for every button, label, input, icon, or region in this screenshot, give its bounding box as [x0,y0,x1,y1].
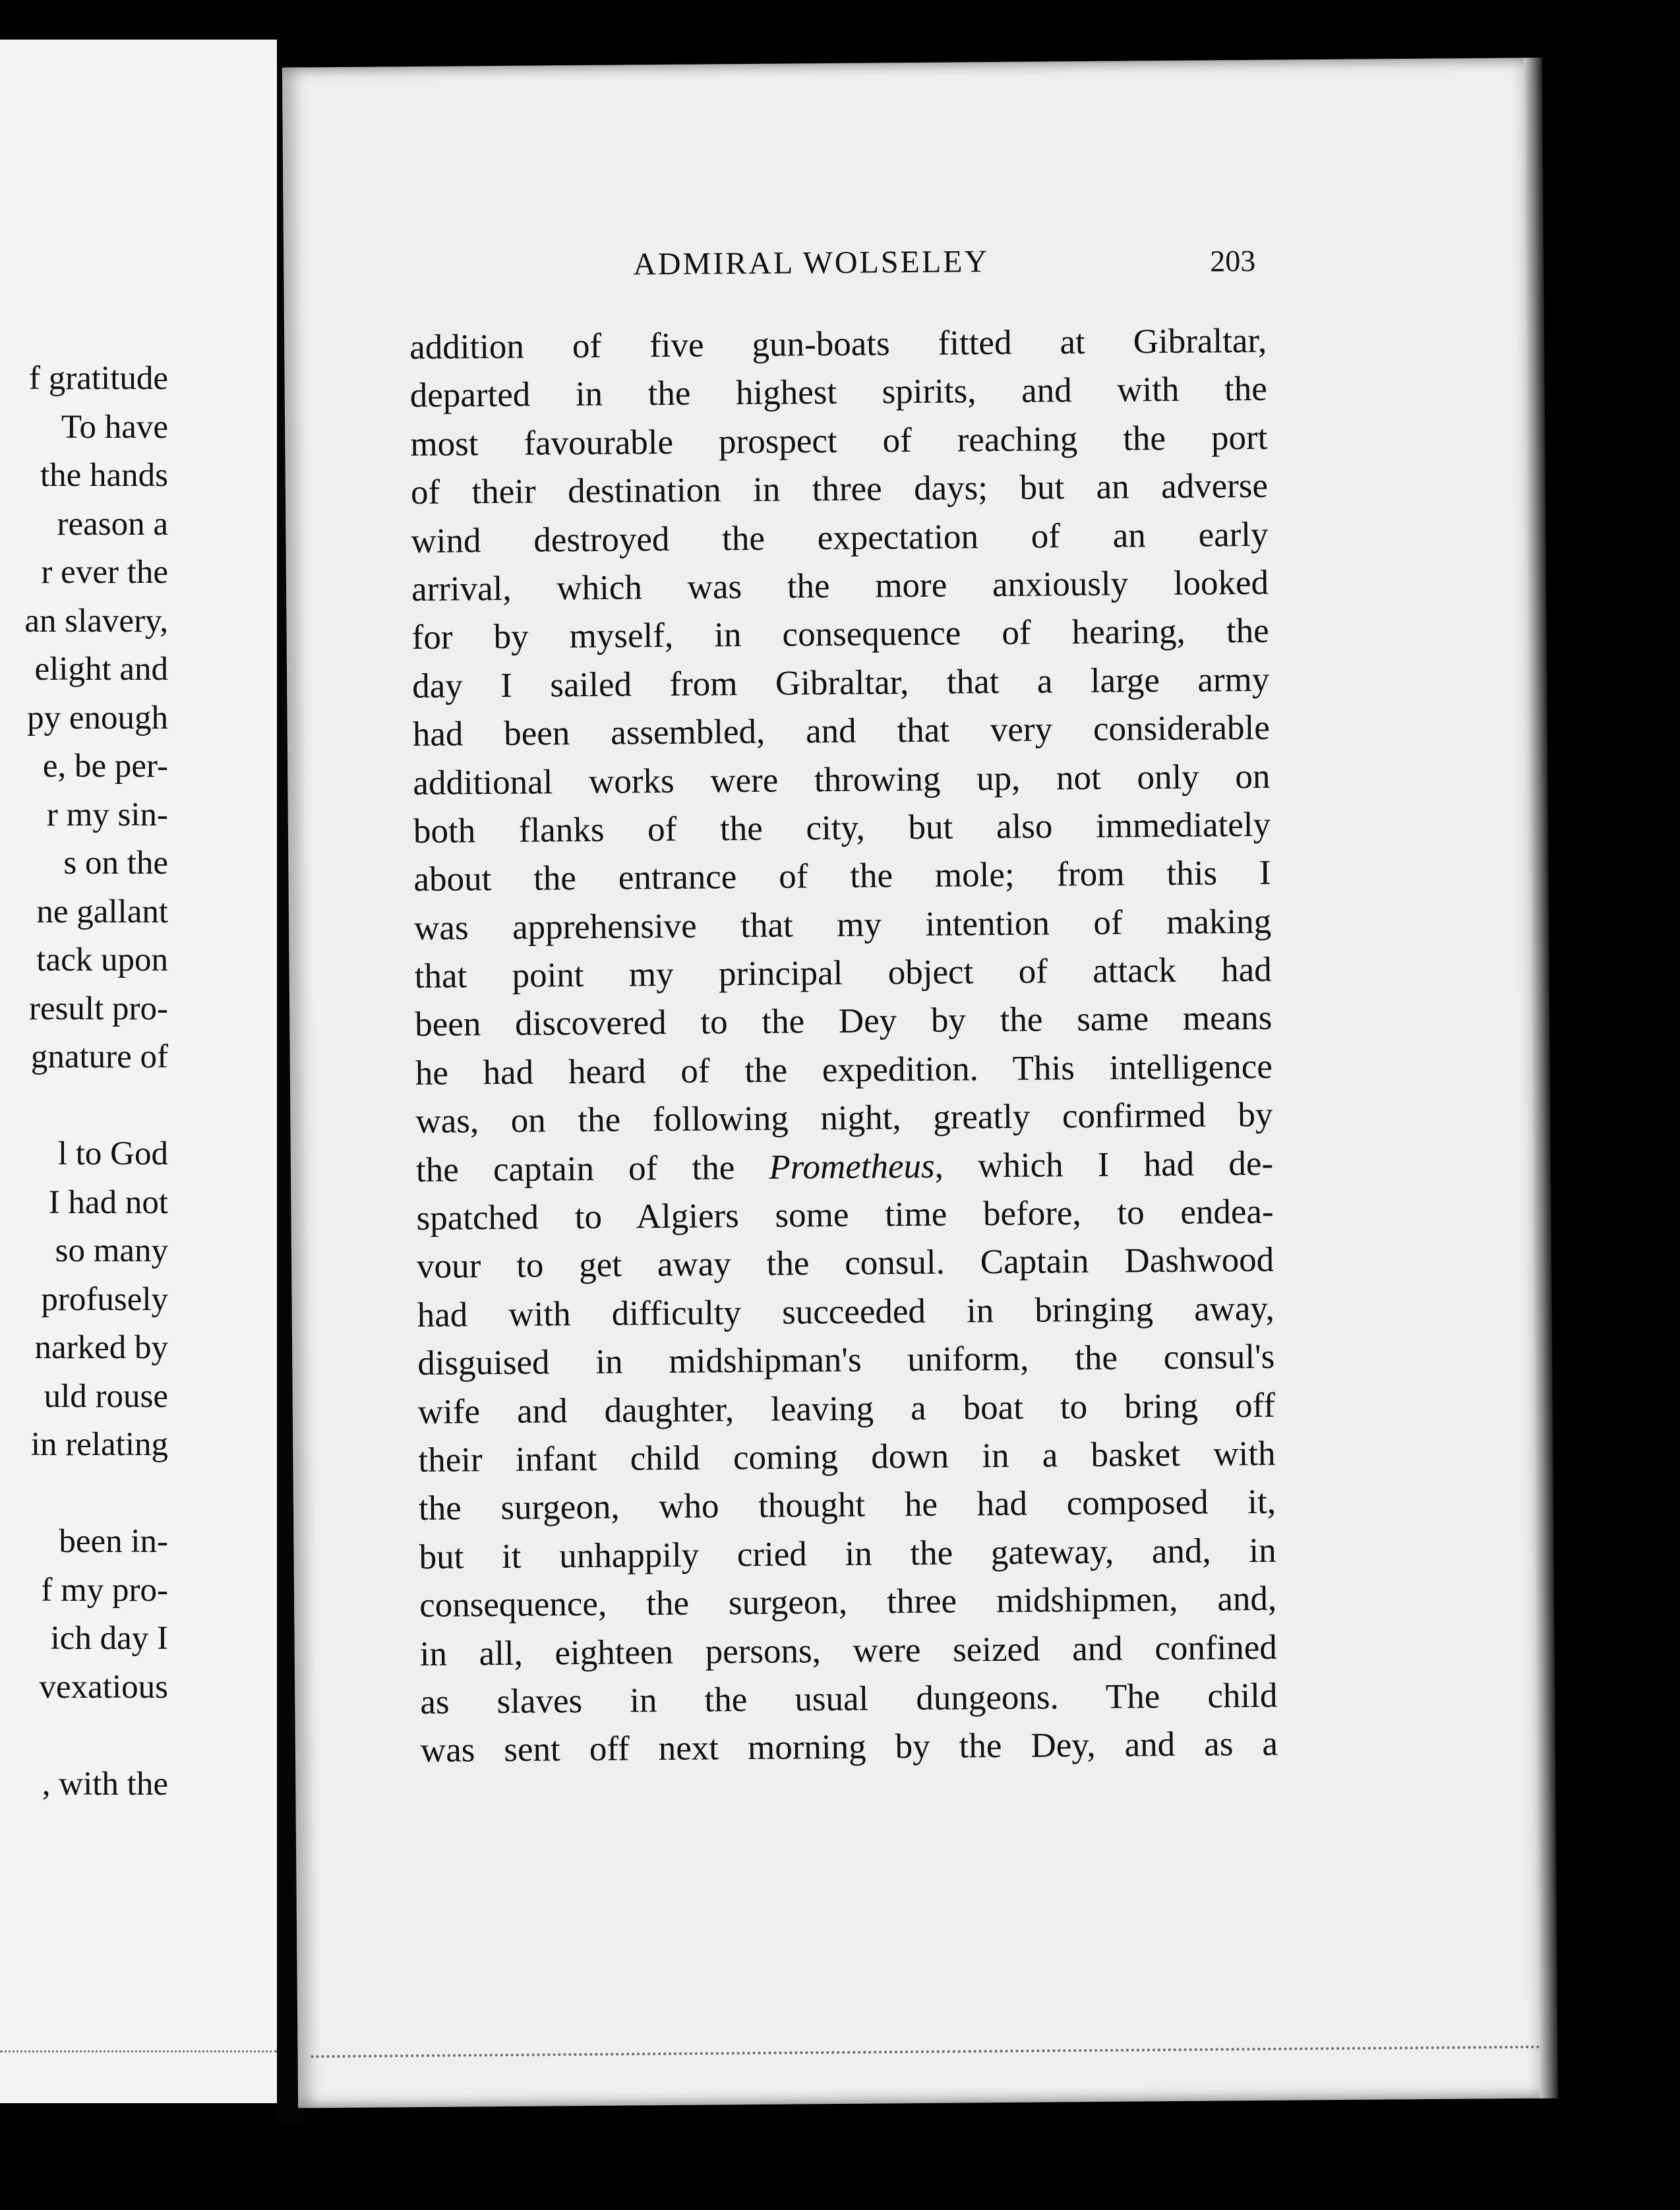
left-line: ich day I [50,1620,168,1657]
left-line: ne gallant [36,893,168,930]
text-line: that point my principal object of attack had [414,950,1272,996]
text-line: arrival, which was the more anxiously looked [411,563,1269,609]
left-line: f gratitude [29,360,168,397]
text-line: but it unhappily cried in the gateway, and, in [419,1531,1276,1576]
left-line: r my sin- [46,796,168,833]
left-line: To have [61,408,168,446]
left-line: I had not [48,1183,168,1221]
text-line: had with difficulty succeeded in bringing away, [417,1289,1275,1334]
left-line: the hands [40,457,168,494]
left-line: been in- [59,1523,168,1560]
ship-name: Prometheus [769,1147,935,1187]
text-line: consequence, the surgeon, three midshipmen, and, [419,1579,1277,1625]
text-line: been discovered to the Dey by the same means [415,999,1273,1044]
left-line: l to God [57,1135,168,1172]
page-edge [1524,58,1558,2099]
text-line: vour to get away the consul. Captain Dashwood [416,1241,1275,1286]
text-line: as slaves in the usual dungeons. The child [420,1676,1278,1721]
page-edge [0,2050,277,2060]
left-line: reason a [57,505,168,543]
text-line: day I sailed from Gibraltar, that a large army [412,660,1270,705]
left-line: uld rouse [44,1377,168,1415]
text-span: , which I had de- [934,1144,1274,1185]
left-line: r ever the [41,554,168,591]
text-line: their infant child coming down in a basket with [418,1434,1276,1479]
text-line: departed in the highest spirits, and with the [409,370,1267,415]
left-line: narked by [34,1329,168,1366]
left-line: elight and [34,651,168,688]
page-number: 203 [1210,243,1256,278]
left-page-text [0,355,168,1808]
left-line: in relating [30,1426,168,1463]
text-line: spatched to Algiers some time before, to endea- [416,1192,1274,1238]
left-line: s on the [63,845,168,881]
left-line: profusely [41,1280,168,1318]
left-line: gnature of [30,1038,168,1075]
paragraph-gap [0,1470,168,1518]
text-line: he had heard of the expedition. This intelligence [415,1047,1273,1092]
text-line: most favourable prospect of reaching the port [410,418,1268,463]
text-line: both flanks of the city, but also immediately [413,805,1271,851]
left-line: vexatious [39,1668,168,1706]
text-line: of their destination in three days; but an adverse [410,466,1269,512]
running-head: ADMIRAL WOLSELEY [633,244,990,282]
paragraph-gap [0,1712,168,1760]
text-line: wife and daughter, leaving a boat to bring off [417,1386,1276,1431]
paragraph-gap [0,1082,168,1131]
left-line: py enough [27,699,168,736]
left-line: so many [55,1232,168,1269]
text-line: was, on the following night, greatly confirmed by [415,1096,1273,1141]
text-line: was apprehensive that my intention of making [413,902,1272,947]
left-line: e, be per- [42,748,168,785]
body-text [409,317,1278,1776]
text-line: addition of five gun-boats fitted at Gibraltar, [409,321,1267,367]
left-line: f my pro- [41,1571,168,1609]
page-edge [311,2046,1541,2065]
left-line: result pro- [28,990,168,1027]
left-page [0,40,277,2103]
text-line: in all, eighteen persons, were seized and confined [419,1628,1277,1673]
text-line: had been assembled, and that very considerable [412,708,1271,754]
text-line: disguised in midshipman's uniform, the consul's [417,1337,1275,1383]
text-line: about the entrance of the mole; from this I [413,854,1271,899]
text-line: the surgeon, who thought he had composed it, [418,1483,1276,1528]
right-page [282,58,1554,2108]
text-line [416,1139,1274,1195]
left-line: an slavery, [24,602,168,640]
left-line: tack upon [36,941,168,978]
left-line: , with the [42,1765,168,1803]
text-line: for by myself, in consequence of hearing, the [411,612,1269,657]
text-span: the captain of the [415,1148,769,1189]
text-line: was sent off next morning by the Dey, and as a [420,1725,1278,1770]
text-line: additional works were throwing up, not only on [413,757,1271,802]
text-line: wind destroyed the expectation of an early [411,515,1269,560]
